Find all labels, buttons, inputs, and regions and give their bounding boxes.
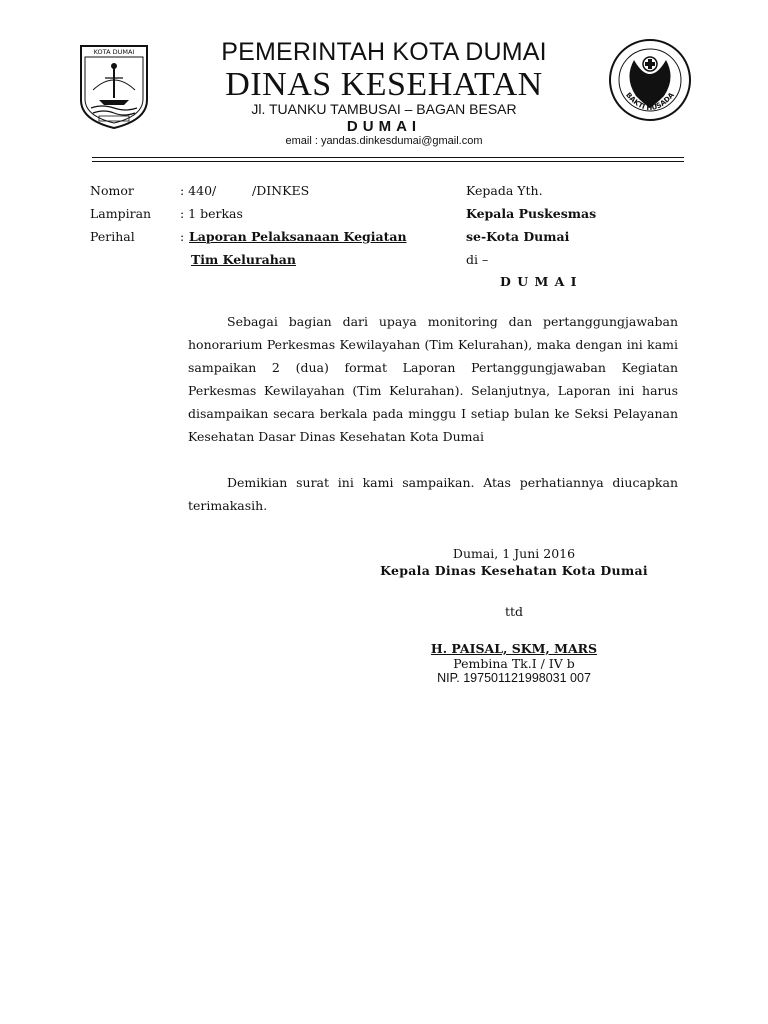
signer-rank: Pembina Tk.I / IV b <box>453 656 575 671</box>
signer-nip: NIP. 197501121998031 007 <box>437 671 591 685</box>
svg-text:KOTA DUMAI: KOTA DUMAI <box>93 48 135 56</box>
email-line: email : yandas.dinkesdumai@gmail.com <box>285 135 483 147</box>
agency-title: PEMERINTAH KOTA DUMAI <box>221 38 547 66</box>
recipient-di: di – <box>466 252 489 267</box>
header-rule-thick <box>92 157 684 158</box>
signer-name: H. PAISAL, SKM, MARS <box>430 641 598 656</box>
lampiran-value: : 1 berkas <box>180 206 243 221</box>
header-rule-thin <box>92 161 684 162</box>
body-paragraph-1: Sebagai bagian dari upaya monitoring dan pertanggungjawaban honorarium Perkesmas Kewilayahan (Tim Kelurahan), maka dengan ini kami sampaikan 2 (dua) format Laporan Pertanggungjawaban Kegiatan Perkesmas Kewilayahan (Tim Kelurahan). Selanjutnya, Laporan ini harus disampaikan secara berkala pada minggu I setiap bulan ke Seksi Pelayanan Kesehatan Dasar Dinas Kesehatan Kota Dumai <box>188 314 678 444</box>
perihal-line-1: Laporan Pelaksanaan Kegiatan <box>189 229 407 244</box>
perihal-label: Perihal <box>90 229 135 244</box>
signer-position: Kepala Dinas Kesehatan Kota Dumai <box>380 563 648 578</box>
place-date: Dumai, 1 Juni 2016 <box>452 546 576 561</box>
nomor-label: Nomor <box>90 183 134 198</box>
recipient-salutation: Kepada Yth. <box>466 183 543 198</box>
svg-text:BAKTI HUSADA: BAKTI HUSADA <box>624 91 676 113</box>
recipient-title: Kepala Puskesmas <box>466 206 597 221</box>
recipient-city: D U M A I <box>500 274 578 289</box>
nomor-value: : 440/ /DINKES <box>180 183 310 198</box>
address-line: Jl. TUANKU TAMBUSAI – BAGAN BESAR <box>251 101 517 117</box>
ttd-mark: ttd <box>504 604 524 619</box>
perihal-colon: : <box>180 229 185 244</box>
recipient-area: se-Kota Dumai <box>466 229 570 244</box>
lampiran-label: Lampiran <box>90 206 152 221</box>
city-line: DUMAI <box>346 118 422 135</box>
perihal-line-2: Tim Kelurahan <box>191 252 296 267</box>
department-title: DINAS KESEHATAN <box>225 66 543 103</box>
body-paragraph-2: Demikian surat ini kami sampaikan. Atas perhatiannya diucapkan terimakasih. <box>188 475 678 513</box>
